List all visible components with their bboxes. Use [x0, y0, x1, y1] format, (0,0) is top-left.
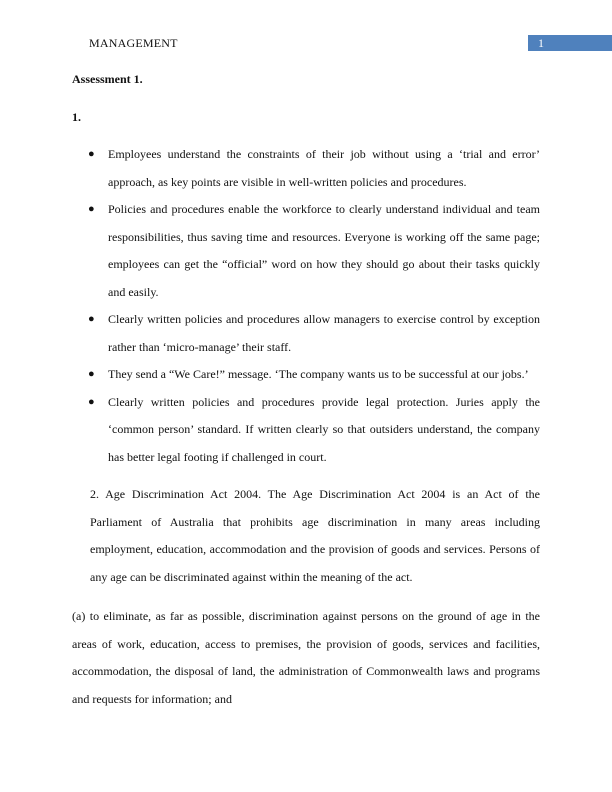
bullet-text: Employees understand the constraints of their job without using a ‘trial and error’ approach, as key points are visible in well-written policies and procedures.	[108, 147, 540, 189]
bullet-text: Clearly written policies and procedures provide legal protection. Juries apply the ‘common person’ standard. If written clearly so that outsiders understand, the company has better legal footing if challenged in court.	[108, 394, 540, 464]
objective-a-paragraph: (a) to eliminate, as far as possible, discrimination against persons on the ground of age in the areas of work, education, access to premises, the provision of goods, services and facilities, accommodation, the disposal of land, the administration of Commonwealth laws and programs and requests for information; and	[72, 609, 540, 706]
bullet-text: Clearly written policies and procedures allow managers to exercise control by exception rather than ‘micro-manage’ their staff.	[108, 312, 540, 354]
assessment-heading: Assessment 1.	[72, 72, 143, 86]
bullet-icon: ●	[88, 368, 95, 380]
bullet-icon: ●	[88, 395, 95, 408]
age-discrimination-paragraph: 2. Age Discrimination Act 2004. The Age Discrimination Act 2004 is an Act of the Parliament of Australia that prohibits age discrimination in many areas including employment, education, accommodation and the provision of goods and services. Persons of any age can be discriminated against within the meaning of the act.	[90, 487, 540, 584]
bullet-icon: ●	[88, 203, 95, 215]
running-header-title: MANAGEMENT	[89, 36, 178, 50]
bullet-icon: ●	[88, 313, 95, 325]
list-item	[88, 196, 540, 306]
page-number-box	[528, 35, 612, 51]
bullet-text: They send a “We Care!” message. ‘The company wants us to be successful at our jobs.’	[108, 367, 529, 381]
question-number-heading: 1.	[72, 110, 81, 124]
bullet-list	[88, 141, 540, 471]
bullet-icon: ●	[88, 148, 95, 160]
list-item	[88, 141, 540, 196]
page-number: 1	[538, 36, 544, 50]
bullet-text: Policies and procedures enable the workforce to clearly understand individual and team responsibilities, thus saving time and resources. Everyone is working off the same page; employees can get the “official” word on how they should go about their tasks quickly and easily.	[108, 202, 540, 299]
list-item	[88, 361, 540, 389]
list-item	[88, 389, 540, 472]
list-item	[88, 306, 540, 361]
